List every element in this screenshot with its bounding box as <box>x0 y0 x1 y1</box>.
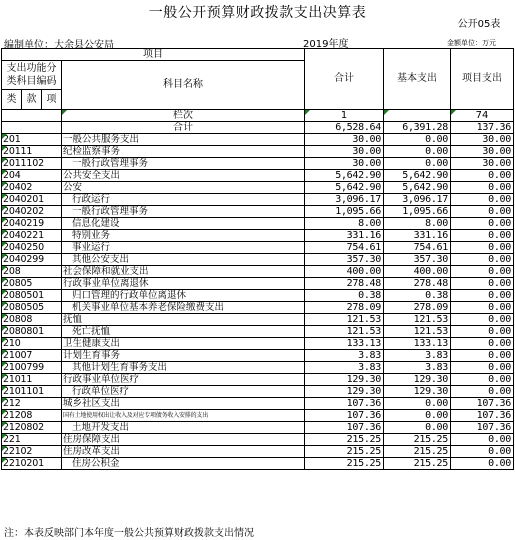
header-code-label-line1: 支出功能分 <box>6 63 57 74</box>
row-total: 331.16 <box>305 230 384 242</box>
row-total: 30.00 <box>305 134 384 146</box>
row-code: 22102 <box>2 446 62 458</box>
table-row <box>2 446 514 458</box>
row-code: 20805 <box>2 278 62 290</box>
row-basic: 3.83 <box>384 362 451 374</box>
row-subject-name: 城乡社区支出 <box>62 398 305 410</box>
row-project: 0.00 <box>451 458 514 470</box>
table-row <box>2 410 514 422</box>
page-title: 一般公开预算财政拨款支出决算表 <box>148 5 367 21</box>
table-row <box>2 206 514 218</box>
row-total: 129.30 <box>305 386 384 398</box>
table-row <box>2 146 514 158</box>
row-basic: 0.00 <box>384 158 451 170</box>
row-basic: 121.53 <box>384 314 451 326</box>
row-basic: 121.53 <box>384 326 451 338</box>
row-subject-name: 行政事业单位离退休 <box>62 278 305 290</box>
table-row <box>2 362 514 374</box>
table-row <box>2 242 514 254</box>
col-index-project: 74 <box>451 110 514 122</box>
table-row <box>2 158 514 170</box>
row-project: 107.36 <box>451 422 514 434</box>
row-project: 0.00 <box>451 194 514 206</box>
row-project: 0.00 <box>451 314 514 326</box>
row-total: 278.09 <box>305 302 384 314</box>
heji-project: 137.36 <box>451 122 514 134</box>
row-project: 0.00 <box>451 230 514 242</box>
row-subject-name: 机关事业单位基本养老保险缴费支出 <box>62 302 305 314</box>
row-total: 3.83 <box>305 350 384 362</box>
row-code: 221 <box>2 434 62 446</box>
row-project: 0.00 <box>451 326 514 338</box>
footnote: 注：本表反映部门本年度一般公共预算财政拨款支出情况 <box>4 528 254 539</box>
table-row <box>2 314 514 326</box>
row-basic: 5,642.90 <box>384 170 451 182</box>
row-basic: 331.16 <box>384 230 451 242</box>
row-total: 129.30 <box>305 374 384 386</box>
row-total: 1,095.66 <box>305 206 384 218</box>
row-subject-name: 国有土地使用权出让收入及对应专项债务收入安排的支出 <box>62 410 305 422</box>
col-index-total: 1 <box>305 110 384 122</box>
row-total: 121.53 <box>305 326 384 338</box>
row-subject-name: 一般公共服务支出 <box>62 134 305 146</box>
expenditure-table <box>1 48 514 470</box>
table-row <box>2 422 514 434</box>
lanci-blank <box>2 110 62 122</box>
row-total: 107.36 <box>305 410 384 422</box>
row-code: 2040219 <box>2 218 62 230</box>
row-basic: 754.61 <box>384 242 451 254</box>
row-project: 0.00 <box>451 302 514 314</box>
table-row <box>2 290 514 302</box>
table-row <box>2 302 514 314</box>
form-number: 公开05表 <box>457 19 501 30</box>
row-basic: 278.48 <box>384 278 451 290</box>
header-code-label-line2: 类科目编码 <box>6 76 57 87</box>
heji-label: 合计 <box>62 122 305 134</box>
heji-total: 6,528.64 <box>305 122 384 134</box>
row-subject-name: 归口管理的行政单位离退休 <box>62 290 305 302</box>
row-total: 5,642.90 <box>305 182 384 194</box>
row-subject-name: 一般行政管理事务 <box>62 158 305 170</box>
row-project: 0.00 <box>451 218 514 230</box>
row-basic: 278.09 <box>384 302 451 314</box>
row-basic: 0.00 <box>384 146 451 158</box>
row-subject-name: 住房保障支出 <box>62 434 305 446</box>
row-total: 133.13 <box>305 338 384 350</box>
row-project: 0.00 <box>451 338 514 350</box>
row-code: 212 <box>2 398 62 410</box>
table-row <box>2 194 514 206</box>
row-basic: 1,095.66 <box>384 206 451 218</box>
heji-basic: 6,391.28 <box>384 122 451 134</box>
row-code: 2011102 <box>2 158 62 170</box>
row-subject-name: 信息化建设 <box>62 218 305 230</box>
row-code: 2100799 <box>2 362 62 374</box>
row-basic: 129.30 <box>384 374 451 386</box>
row-total: 278.48 <box>305 278 384 290</box>
table-row <box>2 218 514 230</box>
row-basic: 5,642.90 <box>384 182 451 194</box>
row-project: 30.00 <box>451 134 514 146</box>
row-subject-name: 抚恤 <box>62 314 305 326</box>
row-subject-name: 公安 <box>62 182 305 194</box>
row-project: 0.00 <box>451 362 514 374</box>
row-code: 21011 <box>2 374 62 386</box>
row-basic: 357.30 <box>384 254 451 266</box>
row-code: 21007 <box>2 350 62 362</box>
row-total: 215.25 <box>305 458 384 470</box>
row-project: 30.00 <box>451 158 514 170</box>
row-code: 204 <box>2 170 62 182</box>
row-total: 8.00 <box>305 218 384 230</box>
row-total: 3,096.17 <box>305 194 384 206</box>
row-basic: 133.13 <box>384 338 451 350</box>
row-subject-name: 住房改革支出 <box>62 446 305 458</box>
col-index-basic <box>384 110 451 122</box>
row-subject-name: 其他公安支出 <box>62 254 305 266</box>
table-row <box>2 182 514 194</box>
table-row <box>2 350 514 362</box>
row-project: 30.00 <box>451 146 514 158</box>
reporting-unit: 编制单位：大余县公安局 <box>4 40 114 51</box>
row-basic: 215.25 <box>384 434 451 446</box>
row-basic: 8.00 <box>384 218 451 230</box>
table-row <box>2 278 514 290</box>
row-total: 754.61 <box>305 242 384 254</box>
row-project: 107.36 <box>451 410 514 422</box>
row-project: 0.00 <box>451 182 514 194</box>
table-row <box>2 434 514 446</box>
header-project: 项目支出 <box>451 49 514 110</box>
row-subject-name: 事业运行 <box>62 242 305 254</box>
row-basic: 0.00 <box>384 134 451 146</box>
header-kuan: 款 <box>22 90 42 110</box>
row-project: 0.00 <box>451 350 514 362</box>
row-basic: 215.25 <box>384 458 451 470</box>
row-code: 208 <box>2 266 62 278</box>
row-code: 210 <box>2 338 62 350</box>
row-subject-name: 行政单位医疗 <box>62 386 305 398</box>
row-total: 357.30 <box>305 254 384 266</box>
row-project: 0.00 <box>451 278 514 290</box>
row-code: 2040299 <box>2 254 62 266</box>
row-code: 2040201 <box>2 194 62 206</box>
row-total: 5,642.90 <box>305 170 384 182</box>
row-subject-name: 特别业务 <box>62 230 305 242</box>
table-row <box>2 254 514 266</box>
table-row <box>2 386 514 398</box>
row-project: 0.00 <box>451 242 514 254</box>
header-subject-name: 科目名称 <box>62 61 305 110</box>
row-basic: 0.00 <box>384 398 451 410</box>
heji-blank <box>2 122 62 134</box>
row-total: 30.00 <box>305 158 384 170</box>
header-xiang: 项 <box>42 90 62 110</box>
row-subject-name: 社会保障和就业支出 <box>62 266 305 278</box>
currency-unit: 金额单位：万元 <box>447 39 496 47</box>
row-code: 21208 <box>2 410 62 422</box>
row-subject-name: 死亡抚恤 <box>62 326 305 338</box>
table-row <box>2 458 514 470</box>
row-total: 400.00 <box>305 266 384 278</box>
header-basic: 基本支出 <box>384 49 451 110</box>
row-total: 107.36 <box>305 422 384 434</box>
row-code: 2080505 <box>2 302 62 314</box>
row-basic: 3,096.17 <box>384 194 451 206</box>
row-total: 215.25 <box>305 446 384 458</box>
row-subject-name: 一般行政管理事务 <box>62 206 305 218</box>
header-code-label <box>2 61 62 90</box>
table-row <box>2 170 514 182</box>
table-row <box>2 134 514 146</box>
row-code: 20808 <box>2 314 62 326</box>
header-total: 合计 <box>305 49 384 110</box>
row-project: 107.36 <box>451 398 514 410</box>
row-project: 0.00 <box>451 386 514 398</box>
report-year: 2019年度 <box>303 39 349 50</box>
row-subject-name: 纪检监察事务 <box>62 146 305 158</box>
table-row <box>2 230 514 242</box>
row-total: 107.36 <box>305 398 384 410</box>
row-code: 201 <box>2 134 62 146</box>
row-basic: 0.38 <box>384 290 451 302</box>
row-code: 2040202 <box>2 206 62 218</box>
row-code: 2040221 <box>2 230 62 242</box>
row-basic: 0.00 <box>384 410 451 422</box>
row-project: 0.00 <box>451 434 514 446</box>
row-project: 0.00 <box>451 290 514 302</box>
row-code: 2120802 <box>2 422 62 434</box>
row-project: 0.00 <box>451 254 514 266</box>
row-subject-name: 卫生健康支出 <box>62 338 305 350</box>
row-basic: 0.00 <box>384 422 451 434</box>
row-code: 2080801 <box>2 326 62 338</box>
row-project: 0.00 <box>451 446 514 458</box>
row-basic: 129.30 <box>384 386 451 398</box>
row-subject-name: 行政事业单位医疗 <box>62 374 305 386</box>
row-total: 121.53 <box>305 314 384 326</box>
row-code: 2101101 <box>2 386 62 398</box>
header-lei: 类 <box>2 90 22 110</box>
row-basic: 400.00 <box>384 266 451 278</box>
row-subject-name: 其他计划生育事务支出 <box>62 362 305 374</box>
header-item: 项目 <box>2 49 305 61</box>
table-row <box>2 374 514 386</box>
table-row <box>2 398 514 410</box>
row-subject-name: 住房公积金 <box>62 458 305 470</box>
row-code: 2210201 <box>2 458 62 470</box>
row-code: 20402 <box>2 182 62 194</box>
row-basic: 3.83 <box>384 350 451 362</box>
lanci-label: 栏次 <box>62 110 305 122</box>
row-basic: 215.25 <box>384 446 451 458</box>
row-subject-name: 行政运行 <box>62 194 305 206</box>
row-code: 2040250 <box>2 242 62 254</box>
row-project: 0.00 <box>451 170 514 182</box>
row-total: 215.25 <box>305 434 384 446</box>
row-project: 0.00 <box>451 266 514 278</box>
row-subject-name: 公共安全支出 <box>62 170 305 182</box>
row-subject-name: 计划生育事务 <box>62 350 305 362</box>
row-total: 0.38 <box>305 290 384 302</box>
row-total: 3.83 <box>305 362 384 374</box>
table-row <box>2 266 514 278</box>
row-total: 30.00 <box>305 146 384 158</box>
row-code: 20111 <box>2 146 62 158</box>
row-code: 2080501 <box>2 290 62 302</box>
row-project: 0.00 <box>451 374 514 386</box>
table-row <box>2 338 514 350</box>
row-project: 0.00 <box>451 206 514 218</box>
row-subject-name: 土地开发支出 <box>62 422 305 434</box>
table-row <box>2 326 514 338</box>
